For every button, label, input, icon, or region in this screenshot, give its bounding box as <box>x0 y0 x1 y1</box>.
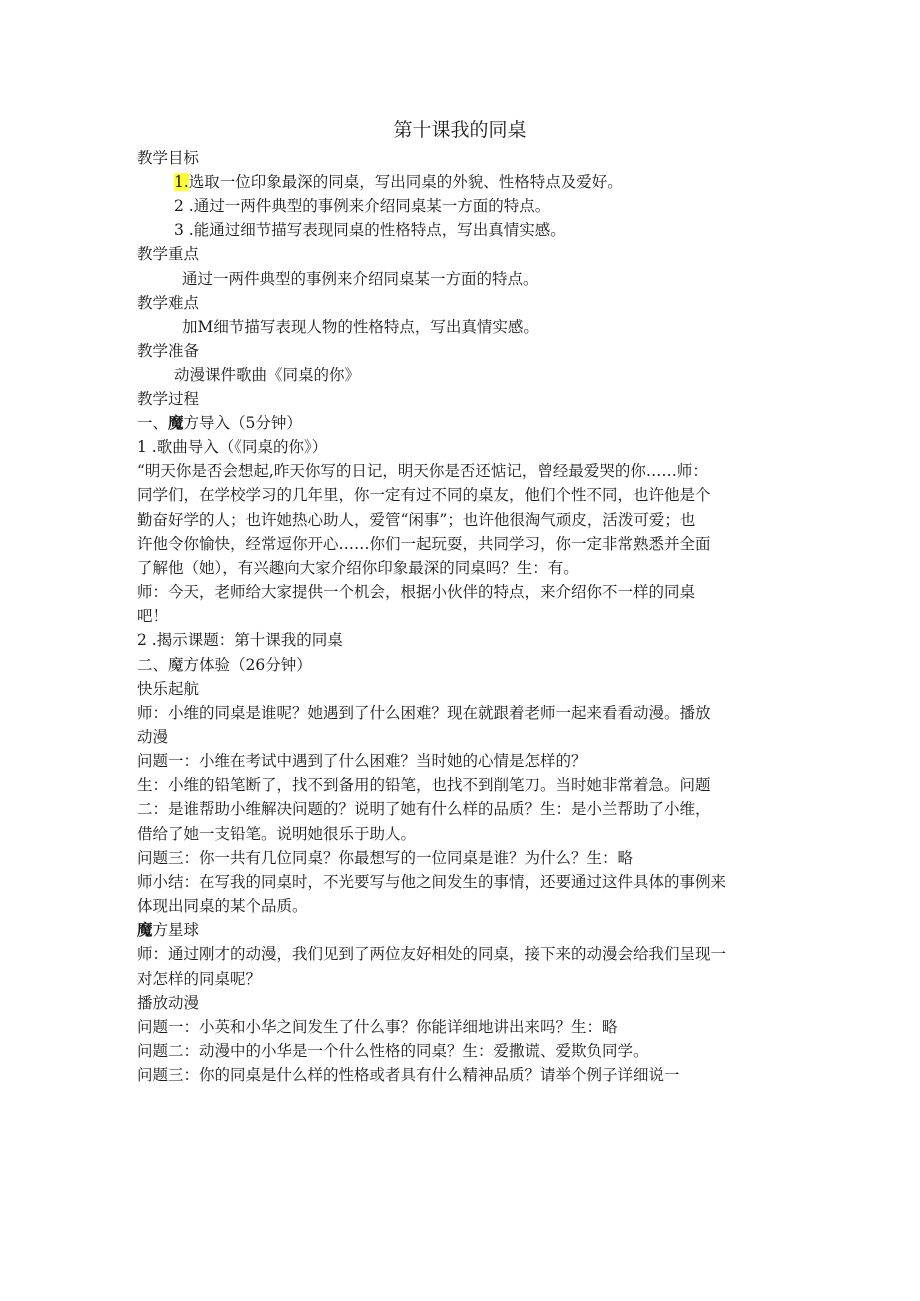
part2-heading: 二、魔方体验（26分钟） <box>137 656 312 674</box>
part1-step1: 1 .歌曲导入（《同桌的你》） <box>137 438 328 456</box>
goal-item-2: 2 .通过一两件典型的事例来介绍同桌某一方面的特点。 <box>174 197 551 215</box>
focus-text: 通过一两件典型的事例来介绍同桌某一方面的特点。 <box>182 270 539 288</box>
body-line: 借给了她一支铅笔。说明她很乐于助人。 <box>137 825 417 843</box>
body-line: 师：小维的同桌是谁呢？她遇到了什么困难？现在就跟着老师一起来看看动漫。播放 <box>137 704 711 722</box>
part1-heading-prefix: 一、 <box>137 414 169 432</box>
part2-subheading-2 <box>137 919 199 941</box>
section-heading-prep: 教学准备 <box>137 342 200 360</box>
song-line: 同学们，在学校学习的几年里，你一定有过不同的桌友，他们个性不同，也许他是个 <box>137 486 711 504</box>
body-line: 问题二：动漫中的小华是一个什么性格的同桌？生：爱撒谎、爱欺负同学。 <box>137 1042 649 1060</box>
subheading-2-rest: 方星球 <box>152 921 200 939</box>
difficulty-text: 加M细节描写表现人物的性格特点，写出真情实感。 <box>182 318 539 336</box>
teacher-line: 师：今天，老师给大家提供一个机会，根据小伙伴的特点，来介绍你不一样的同桌 <box>137 583 696 601</box>
song-line: 许他令你愉快，经常逗你开心……你们一起玩耍，共同学习，你一定非常熟悉并全面 <box>137 535 711 553</box>
body-line: 问题三：你一共有几位同桌？你最想写的一位同桌是谁？为什么？生：略 <box>137 849 634 867</box>
body-line: 师小结：在写我的同桌时，不光要写与他之间发生的事情，还要通过这件具体的事例来 <box>137 873 727 891</box>
part2-subheading-1: 快乐起航 <box>137 680 200 698</box>
subheading-2-bold: 魔 <box>137 920 153 939</box>
song-line: 勤奋好学的人；也许她热心助人，爱管“闲事”；也许他很淘气顽皮，活泼可爱；也 <box>137 511 696 529</box>
prep-text: 动漫课件歌曲《同桌的你》 <box>174 366 361 384</box>
body-line: 播放动漫 <box>137 994 200 1012</box>
goal-item-1 <box>174 171 623 193</box>
body-line: 体现出同桌的某个品质。 <box>137 897 308 915</box>
part1-heading-suffix: 方导入（5分钟） <box>183 414 302 432</box>
highlighted-marker: 1. <box>174 173 189 191</box>
part1-heading <box>137 412 302 434</box>
section-heading-process: 教学过程 <box>137 390 200 408</box>
section-heading-difficulty: 教学难点 <box>137 294 200 312</box>
body-line: 师：通过刚才的动漫，我们见到了两位友好相处的同桌，接下来的动漫会给我们呈现一 <box>137 945 727 963</box>
body-line: 对怎样的同桌呢？ <box>137 970 262 988</box>
section-heading-focus: 教学重点 <box>137 245 200 263</box>
song-line: 了解他（她），有兴趣向大家介绍你印象最深的同桌吗？生：有。 <box>137 559 579 577</box>
body-line: 问题一：小英和小华之间发生了什么事？你能详细地讲出来吗？生：略 <box>137 1018 618 1036</box>
song-line: “明天你是否会想起,昨天你写的日记，明天你是否还惦记，曾经最爱哭的你……师： <box>137 462 708 480</box>
body-line: 问题三：你的同桌是什么样的性格或者具有什么精神品质？请举个例子详细说一 <box>137 1066 680 1084</box>
part1-heading-bold: 魔 <box>168 413 184 432</box>
goal-item-3: 3 .能通过细节描写表现同桌的性格特点，写出真情实感。 <box>174 221 566 239</box>
teacher-line: 吧！ <box>137 607 169 625</box>
body-line: 问题一：小维在考试中遇到了什么困难？当时她的心情是怎样的？ <box>137 752 587 770</box>
body-line: 动漫 <box>137 728 169 746</box>
section-heading-goals: 教学目标 <box>137 149 200 167</box>
goal-item-1-text: 选取一位印象最深的同桌，写出同桌的外貌、性格特点及爱好。 <box>188 173 623 191</box>
body-line: 二：是谁帮助小维解决问题的？说明了她有什么样的品质？生：是小兰帮助了小维， <box>137 800 711 818</box>
document-title: 第十课我的同桌 <box>393 119 527 141</box>
body-line: 生：小维的铅笔断了，找不到备用的铅笔，也找不到削笔刀。当时她非常着急。问题 <box>137 776 711 794</box>
part1-step2: 2 .揭示课题：第十课我的同桌 <box>137 631 343 649</box>
